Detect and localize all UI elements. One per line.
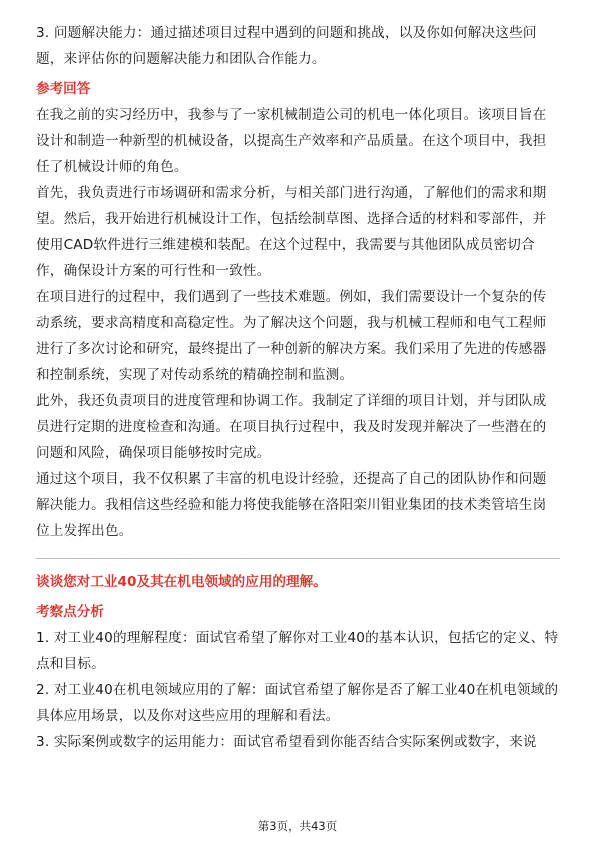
page-footer: 第3页，共43页: [257, 819, 338, 833]
analysis-item: 3. 实际案例或数字的运用能力：面试官希望看到你能否结合实际案例或数字，来说: [36, 734, 537, 750]
analysis-item: 2. 对工业40在机电领域应用的了解：面试官希望了解你是否了解工业40在机电领域的具体应用场景，以及你对这些应用的理解和看法。: [36, 682, 559, 724]
analysis-item: 1. 对工业40的理解程度：面试官希望了解你对工业40的基本认识，包括它的定义、特点和目标。: [36, 630, 559, 672]
answer-paragraph: 通过这个项目，我不仅积累了丰富的机电设计经验，还提高了自己的团队协作和问题解决能力。我相信这些经验和能力将使我能够在洛阳栾川钼业集团的技术类管培生岗位上发挥出色。: [36, 471, 547, 539]
intro-item-3: 3. 问题解决能力：通过描述项目过程中遇到的问题和挑战，以及你如何解决这些问题，来评估你的问题解决能力和团队合作能力。: [36, 25, 537, 67]
section-divider: [36, 558, 560, 559]
answer-paragraph: 此外，我还负责项目的进度管理和协调工作。我制定了详细的项目计划，并与团队成员进行定期的进度检查和沟通。在项目执行过程中，我及时发现并解决了一些潜在的问题和风险，确保项目能够按时完成。: [36, 393, 547, 461]
answer-paragraph: 在项目进行的过程中，我们遇到了一些技术难题。例如，我们需要设计一个复杂的传动系统，要求高精度和高稳定性。为了解决这个问题，我与机械工程师和电气工程师进行了多次讨论和研究，最终提出了一种创新的解决方案。我们采用了先进的传感器和控制系统，实现了对传动系统的精确控制和监测。: [36, 289, 547, 383]
answer-paragraph: 首先，我负责进行市场调研和需求分析，与相关部门进行沟通，了解他们的需求和期望。然后，我开始进行机械设计工作，包括绘制草图、选择合适的材料和零部件，并使用CAD软件进行三维建模和装配。在这个过程中，我需要与其他团队成员密切合作，确保设计方案的可行性和一致性。: [36, 185, 547, 279]
analysis-heading: 考察点分析: [36, 604, 104, 620]
answer-heading: 参考回答: [36, 81, 91, 97]
question-title: 谈谈您对工业40及其在机电领域的应用的理解。: [36, 574, 327, 590]
answer-paragraph: 在我之前的实习经历中，我参与了一家机械制造公司的机电一体化项目。该项目旨在设计和制造一种新型的机械设备，以提高生产效率和产品质量。在这个项目中，我担任了机械设计师的角色。: [36, 107, 547, 175]
document-page: [36, 20, 560, 755]
